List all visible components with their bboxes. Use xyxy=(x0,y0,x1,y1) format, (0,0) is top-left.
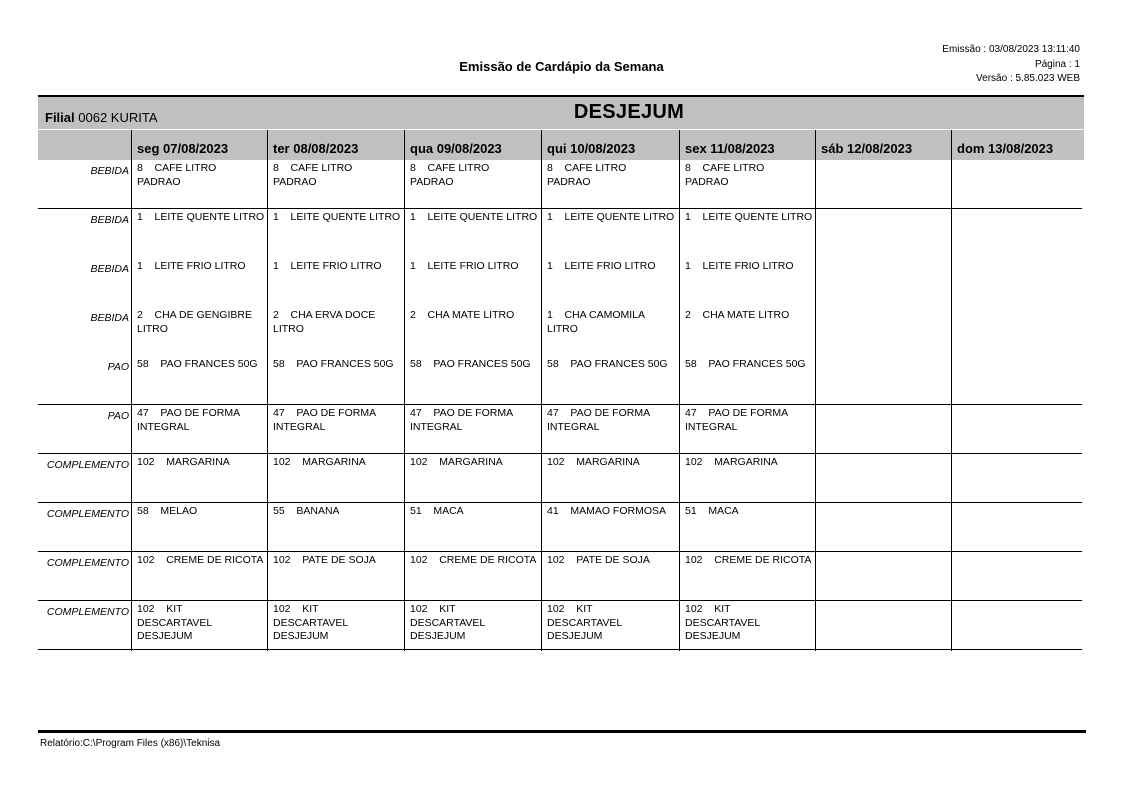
menu-item-cell: 1 LEITE QUENTE LITRO xyxy=(685,211,813,223)
filial-label: Filial xyxy=(45,110,75,125)
menu-item-cell: 55 BANANA xyxy=(273,505,340,517)
footer-report-path: Relatório:C:\Program Files (x86)\Teknisa xyxy=(40,738,221,749)
menu-item-cell: 102 KIT DESCARTAVEL DESJEJUM xyxy=(273,603,349,642)
menu-item-cell: 1 LEITE QUENTE LITRO xyxy=(273,211,401,223)
menu-item-cell: 47 PAO DE FORMA INTEGRAL xyxy=(137,407,241,433)
menu-item-cell: 102 KIT DESCARTAVEL DESJEJUM xyxy=(547,603,623,642)
menu-item-cell: 8 CAFE LITRO PADRAO xyxy=(137,162,217,188)
menu-item-cell: 1 CHA CAMOMILA LITRO xyxy=(547,309,646,335)
menu-item-cell: 58 PAO FRANCES 50G xyxy=(547,358,668,370)
row-separator xyxy=(38,551,1082,552)
menu-item-cell: 102 MARGARINA xyxy=(273,456,366,468)
menu-item-cell: 47 PAO DE FORMA INTEGRAL xyxy=(685,407,789,433)
menu-item-cell: 8 CAFE LITRO PADRAO xyxy=(547,162,627,188)
category-label: COMPLEMENTO xyxy=(46,459,129,471)
day-header: dom 13/08/2023 xyxy=(957,141,1054,156)
menu-item-cell: 102 KIT DESCARTAVEL DESJEJUM xyxy=(410,603,486,642)
category-label: COMPLEMENTO xyxy=(46,606,129,618)
day-header: ter 08/08/2023 xyxy=(273,141,359,156)
menu-item-cell: 102 MARGARINA xyxy=(410,456,503,468)
menu-item-cell: 58 MELAO xyxy=(137,505,198,517)
menu-item-cell: 47 PAO DE FORMA INTEGRAL xyxy=(547,407,651,433)
menu-item-cell: 102 MARGARINA xyxy=(137,456,230,468)
menu-item-cell: 51 MACA xyxy=(410,505,464,517)
category-label: BEBIDA xyxy=(90,214,129,226)
row-separator xyxy=(38,404,1082,405)
menu-item-cell: 58 PAO FRANCES 50G xyxy=(685,358,806,370)
category-label: COMPLEMENTO xyxy=(46,557,129,569)
menu-item-cell: 1 LEITE FRIO LITRO xyxy=(273,260,382,272)
category-label: PAO xyxy=(107,361,129,373)
menu-item-cell: 1 LEITE QUENTE LITRO xyxy=(410,211,538,223)
row-separator xyxy=(38,208,1082,209)
band-divider xyxy=(38,129,1084,130)
menu-item-cell: 47 PAO DE FORMA INTEGRAL xyxy=(273,407,377,433)
menu-item-cell: 8 CAFE LITRO PADRAO xyxy=(410,162,490,188)
menu-item-cell: 1 LEITE FRIO LITRO xyxy=(547,260,656,272)
version: Versão : 5.85.023 WEB xyxy=(976,73,1080,84)
day-header: seg 07/08/2023 xyxy=(137,141,229,156)
menu-item-cell: 102 MARGARINA xyxy=(685,456,778,468)
menu-item-cell: 2 CHA MATE LITRO xyxy=(685,309,790,321)
day-header: sex 11/08/2023 xyxy=(685,141,775,156)
category-label: COMPLEMENTO xyxy=(46,508,129,520)
category-label: BEBIDA xyxy=(90,312,129,324)
menu-item-cell: 47 PAO DE FORMA INTEGRAL xyxy=(410,407,514,433)
menu-item-cell: 41 MAMAO FORMOSA xyxy=(547,505,667,517)
menu-item-cell: 1 LEITE QUENTE LITRO xyxy=(547,211,675,223)
row-separator xyxy=(38,600,1082,601)
menu-item-cell: 102 CREME DE RICOTA xyxy=(685,554,812,566)
menu-item-cell: 102 CREME DE RICOTA xyxy=(410,554,537,566)
row-separator xyxy=(38,453,1082,454)
menu-item-cell: 8 CAFE LITRO PADRAO xyxy=(273,162,353,188)
menu-item-cell: 2 CHA ERVA DOCE LITRO xyxy=(273,309,376,335)
menu-item-cell: 58 PAO FRANCES 50G xyxy=(137,358,258,370)
row-separator xyxy=(38,502,1082,503)
filial-value: 0062 KURITA xyxy=(78,110,158,125)
day-header: qui 10/08/2023 xyxy=(547,141,636,156)
bottom-rule xyxy=(38,730,1086,733)
category-label: BEBIDA xyxy=(90,165,129,177)
day-header: sáb 12/08/2023 xyxy=(821,141,913,156)
menu-item-cell: 102 CREME DE RICOTA xyxy=(137,554,264,566)
menu-item-cell: 2 CHA MATE LITRO xyxy=(410,309,515,321)
row-separator xyxy=(38,649,1082,650)
menu-item-cell: 1 LEITE FRIO LITRO xyxy=(410,260,519,272)
category-label: PAO xyxy=(107,410,129,422)
report-meta xyxy=(942,43,1080,87)
menu-item-cell: 102 PATE DE SOJA xyxy=(273,554,376,566)
menu-item-cell: 1 LEITE FRIO LITRO xyxy=(685,260,794,272)
menu-item-cell: 2 CHA DE GENGIBRE LITRO xyxy=(137,309,252,335)
page-number: Página : 1 xyxy=(1034,58,1080,70)
menu-item-cell: 58 PAO FRANCES 50G xyxy=(273,358,394,370)
day-header: qua 09/08/2023 xyxy=(410,141,502,156)
menu-item-cell: 1 LEITE QUENTE LITRO xyxy=(137,211,265,223)
menu-item-cell: 102 MARGARINA xyxy=(547,456,640,468)
menu-item-cell: 58 PAO FRANCES 50G xyxy=(410,358,531,370)
menu-item-cell: 51 MACA xyxy=(685,505,739,517)
menu-item-cell: 102 KIT DESCARTAVEL DESJEJUM xyxy=(137,603,213,642)
report-title: Emissão de Cardápio da Semana xyxy=(459,59,664,74)
menu-item-cell: 102 KIT DESCARTAVEL DESJEJUM xyxy=(685,603,761,642)
menu-item-cell: 1 LEITE FRIO LITRO xyxy=(137,260,246,272)
meal-title: DESJEJUM xyxy=(573,101,685,123)
emission-datetime: Emissão : 03/08/2023 13:11:40 xyxy=(942,44,1080,55)
category-label: BEBIDA xyxy=(90,263,129,275)
menu-item-cell: 102 PATE DE SOJA xyxy=(547,554,650,566)
menu-item-cell: 8 CAFE LITRO PADRAO xyxy=(685,162,765,188)
